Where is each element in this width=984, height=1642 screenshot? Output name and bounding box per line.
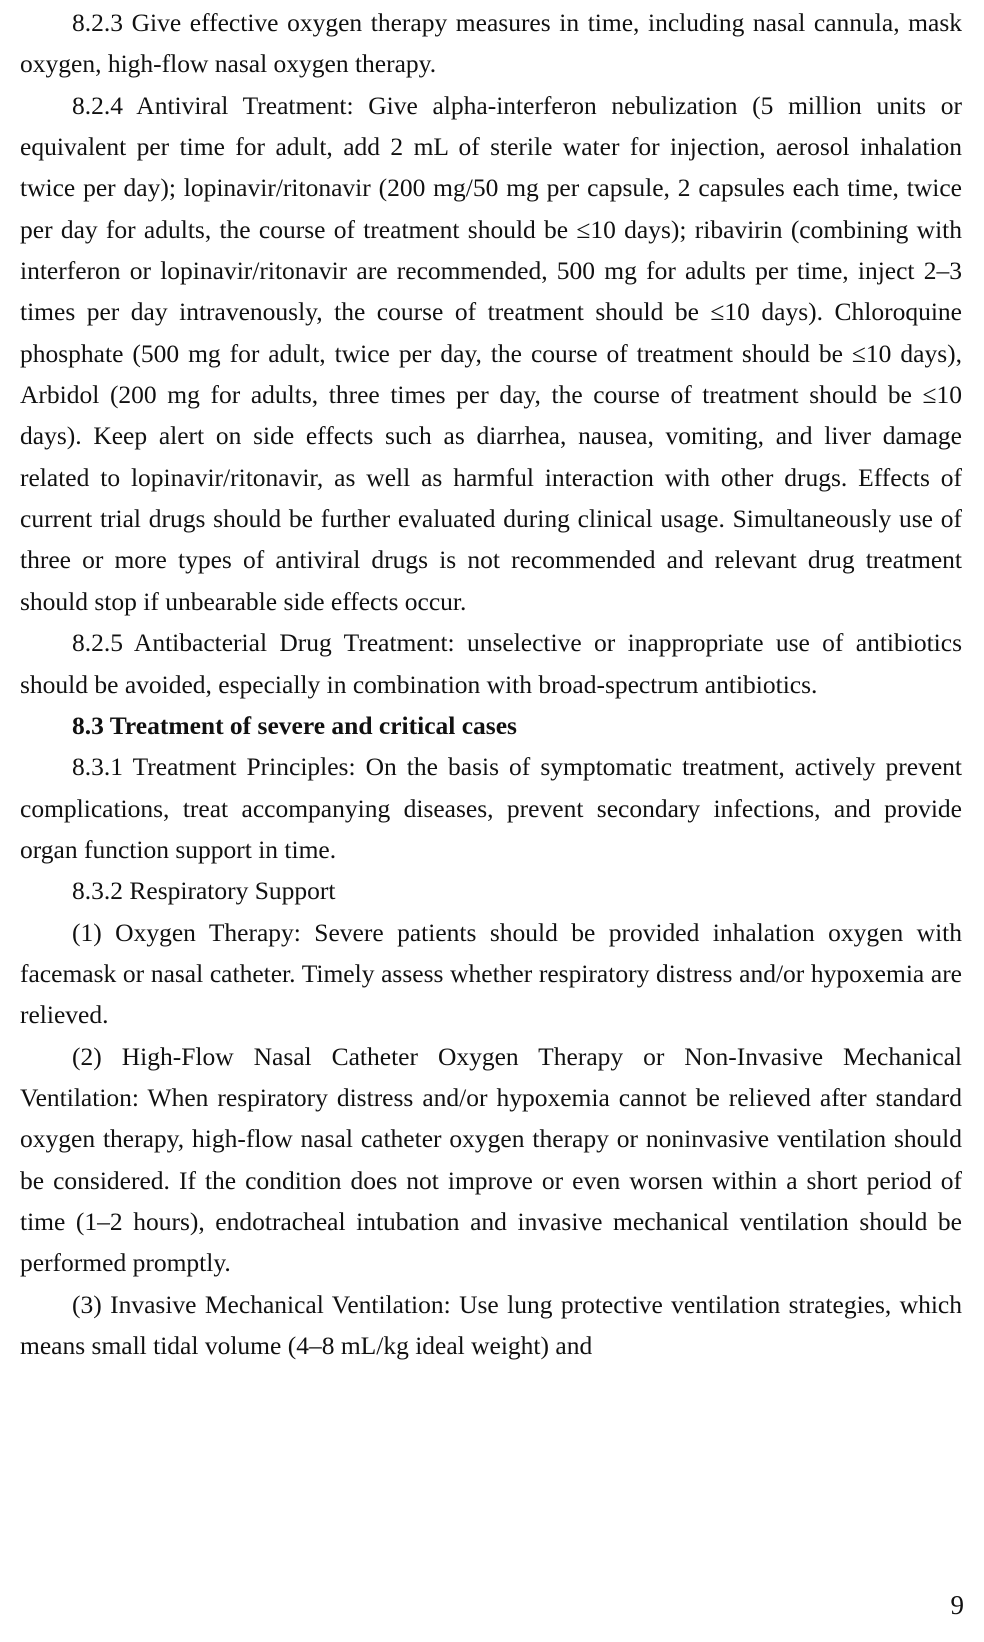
page-number: 9 (950, 1590, 964, 1620)
paragraph-oxygen-therapy: (1) Oxygen Therapy: Severe patients should be provided inhalation oxygen with facemask or nasal catheter. Timely assess whether respiratory distress and/or hypoxemia are relieved. (20, 917, 962, 1030)
subheading-8-3-2: 8.3.2 Respiratory Support (72, 876, 336, 906)
paragraph-8-2-5: 8.2.5 Antibacterial Drug Treatment: unselective or inappropriate use of antibiotics should be avoided, especially in combination with broad-spectrum antibiotics. (20, 628, 962, 699)
paragraph-8-2-4: 8.2.4 Antiviral Treatment: Give alpha-interferon nebulization (5 million units or equivalent per time for adult, add 2 mL of sterile water for injection, aerosol inhalation twice per day); lopinavir/ritonavir (200 mg/50 mg per capsule, 2 capsules each time, twice per day for adults, the course of treatment should be ≤10 days); ribavirin (combining with interferon or lopinavir/ritonavir are recommended, 500 mg for adults per time, inject 2–3 times per day intravenously, the course of treatment should be ≤10 days). Chloroquine phosphate (500 mg for adult, twice per day, the course of treatment should be ≤10 days), Arbidol (200 mg for adults, three times per day, the course of treatment should be ≤10 days). Keep alert on side effects such as diarrhea, nausea, vomiting, and liver damage related to lopinavir/ritonavir, as well as harmful interaction with other drugs. Effects of current trial drugs should be further evaluated during clinical usage. Simultaneously use of three or more types of antiviral drugs is not recommended and relevant drug treatment should stop if unbearable side effects occur. (20, 90, 962, 616)
section-heading-8-3: 8.3 Treatment of severe and critical cases (72, 710, 517, 740)
document-page (20, 2, 962, 1366)
paragraph-high-flow-oxygen: (2) High-Flow Nasal Catheter Oxygen Therapy or Non-Invasive Mechanical Ventilation: When respiratory distress and/or hypoxemia cannot be relieved after standard oxygen therapy, high-flow nasal catheter oxygen therapy or noninvasive ventilation should be considered. If the condition does not improve or even worsen within a short period of time (1–2 hours), endotracheal intubation and invasive mechanical ventilation should be performed promptly. (20, 1041, 962, 1278)
paragraph-8-3-1: 8.3.1 Treatment Principles: On the basis of symptomatic treatment, actively prevent complications, treat accompanying diseases, prevent secondary infections, and provide organ function support in time. (20, 752, 962, 864)
paragraph-invasive-ventilation: (3) Invasive Mechanical Ventilation: Use lung protective ventilation strategies, which means small tidal volume (4–8 mL/kg ideal weight) and (20, 1289, 962, 1360)
paragraph-8-2-3: 8.2.3 Give effective oxygen therapy measures in time, including nasal cannula, mask oxygen, high-flow nasal oxygen therapy. (20, 8, 962, 79)
